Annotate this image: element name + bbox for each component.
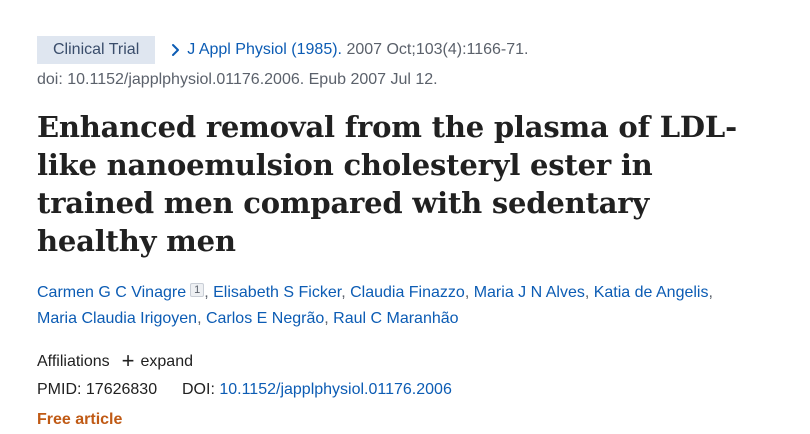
expand-affiliations-button[interactable]: [122, 348, 193, 376]
journal-link[interactable]: J Appl Physiol (1985).: [187, 41, 342, 58]
pmid-value: 17626830: [85, 381, 158, 398]
identifiers-row: [37, 376, 777, 404]
expand-label: expand: [140, 353, 193, 370]
affiliation-superscript[interactable]: 1: [190, 283, 204, 297]
author-link[interactable]: Raul C Maranhão: [333, 310, 459, 327]
publication-type-badge: Clinical Trial: [37, 36, 155, 64]
author-link[interactable]: Elisabeth S Ficker: [213, 284, 342, 301]
author-link[interactable]: Claudia Finazzo: [350, 284, 465, 301]
citation-line: [37, 36, 777, 64]
chevron-right-icon: [169, 43, 183, 57]
doi-epub-line: doi: 10.1152/japplphysiol.01176.2006. Epub 2007 Jul 12.: [37, 71, 438, 88]
affiliations-label: Affiliations: [37, 353, 110, 370]
pmid-label: PMID:: [37, 381, 82, 398]
plus-icon: +: [121, 348, 135, 373]
citation-text: 2007 Oct;103(4):1166-71.: [342, 41, 529, 58]
author-list: Carmen G C Vinagre 1 , Elisabeth S Ficker, Claudia Finazzo, Maria J N Alves, Katia de Angelis, Maria Claudia Irigoyen, Carlos E Negrão, Raul C Maranhão: [37, 284, 713, 327]
affiliations-row: [37, 348, 777, 376]
author-link[interactable]: Katia de Angelis: [593, 284, 709, 301]
article-title: Enhanced removal from the plasma of LDL-like nanoemulsion cholesteryl ester in trained men compared with sedentary healthy men: [37, 110, 737, 258]
article-header: [37, 36, 777, 434]
author-link[interactable]: Maria Claudia Irigoyen: [37, 310, 198, 327]
author-link[interactable]: Maria J N Alves: [473, 284, 585, 301]
author-link[interactable]: Carlos E Negrão: [205, 310, 325, 327]
doi-label: DOI:: [182, 381, 215, 398]
free-article-badge: Free article: [37, 411, 123, 428]
author-link[interactable]: Carmen G C Vinagre: [37, 284, 187, 301]
doi-link[interactable]: 10.1152/japplphysiol.01176.2006: [219, 381, 452, 398]
